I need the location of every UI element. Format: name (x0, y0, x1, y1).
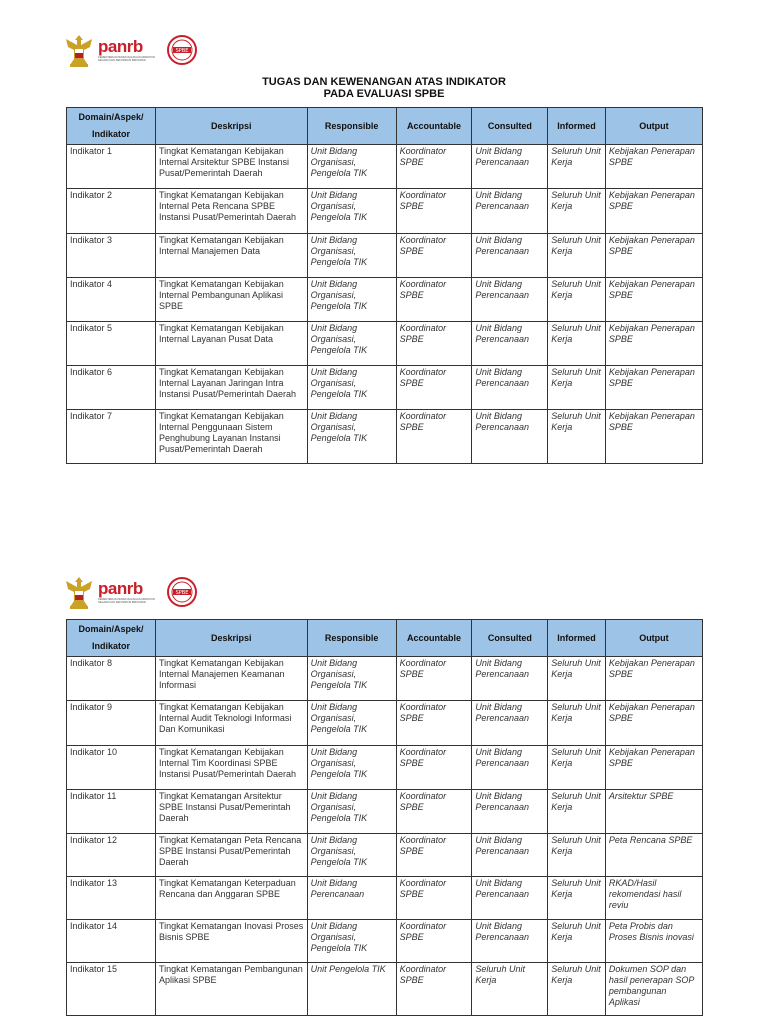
table-row (67, 278, 703, 322)
cell-output: Kebijakan Penerapan SPBE (605, 234, 702, 278)
cell-informed: Seluruh Unit Kerja (548, 278, 606, 322)
table-row (67, 920, 703, 963)
cell-output: RKAD/Hasil rekomendasi hasil reviu (605, 877, 702, 920)
table-row (67, 877, 703, 920)
cell-indikator: Indikator 5 (67, 322, 156, 366)
cell-responsible: Unit Bidang Organisasi, Pengelola TIK (307, 701, 396, 746)
cell-output: Kebijakan Penerapan SPBE (605, 278, 702, 322)
panrb-brand (98, 38, 158, 62)
cell-output: Kebijakan Penerapan SPBE (605, 657, 702, 701)
cell-deskripsi: Tingkat Kematangan Arsitektur SPBE Instansi Pusat/Pemerintah Daerah (155, 790, 307, 834)
cell-informed: Seluruh Unit Kerja (548, 322, 606, 366)
raci-table-2 (66, 619, 703, 1016)
table-header-row (67, 620, 703, 657)
cell-output: Dokumen SOP dan hasil penerapan SOP pembangunan Aplikasi (605, 963, 702, 1016)
cell-accountable: Koordinator SPBE (396, 746, 472, 790)
header-consulted: Consulted (472, 620, 548, 657)
cell-indikator: Indikator 6 (67, 366, 156, 410)
cell-responsible: Unit Bidang Organisasi, Pengelola TIK (307, 145, 396, 189)
cell-indikator: Indikator 2 (67, 189, 156, 234)
spbe-logo-text: SPBE (175, 48, 189, 54)
table-row (67, 410, 703, 464)
spbe-logo-icon (166, 34, 198, 66)
cell-consulted: Unit Bidang Perencanaan (472, 322, 548, 366)
brand-name: panrb (98, 578, 143, 598)
header-responsible: Responsible (307, 108, 396, 145)
cell-indikator: Indikator 8 (67, 657, 156, 701)
cell-deskripsi: Tingkat Kematangan Peta Rencana SPBE Instansi Pusat/Pemerintah Daerah (155, 834, 307, 877)
cell-responsible: Unit Bidang Organisasi, Pengelola TIK (307, 322, 396, 366)
cell-informed: Seluruh Unit Kerja (548, 790, 606, 834)
brand-subtitle: KEMENTERIAN PENDAYAGUNAAN APARATUR NEGARA DAN REFORMASI BIROKRASI (98, 55, 155, 62)
cell-responsible: Unit Bidang Organisasi, Pengelola TIK (307, 920, 396, 963)
header-output: Output (605, 108, 702, 145)
cell-accountable: Koordinator SPBE (396, 877, 472, 920)
table-row (67, 746, 703, 790)
cell-accountable: Koordinator SPBE (396, 701, 472, 746)
header-output: Output (605, 620, 702, 657)
table-row (67, 322, 703, 366)
cell-accountable: Koordinator SPBE (396, 920, 472, 963)
header-domain: Domain/Aspek/ Indikator (67, 620, 156, 657)
cell-indikator: Indikator 12 (67, 834, 156, 877)
cell-accountable: Koordinator SPBE (396, 278, 472, 322)
cell-accountable: Koordinator SPBE (396, 366, 472, 410)
table-row (67, 790, 703, 834)
cell-output: Kebijakan Penerapan SPBE (605, 189, 702, 234)
cell-output: Kebijakan Penerapan SPBE (605, 410, 702, 464)
cell-deskripsi: Tingkat Kematangan Kebijakan Internal Tim Koordinasi SPBE Instansi Pusat/Pemerintah Daerah (155, 746, 307, 790)
cell-consulted: Unit Bidang Perencanaan (472, 920, 548, 963)
cell-informed: Seluruh Unit Kerja (548, 834, 606, 877)
cell-informed: Seluruh Unit Kerja (548, 701, 606, 746)
table-row (67, 701, 703, 746)
cell-accountable: Koordinator SPBE (396, 189, 472, 234)
header-accountable: Accountable (396, 108, 472, 145)
cell-consulted: Unit Bidang Perencanaan (472, 278, 548, 322)
cell-deskripsi: Tingkat Kematangan Kebijakan Internal Layanan Pusat Data (155, 322, 307, 366)
cell-informed: Seluruh Unit Kerja (548, 189, 606, 234)
cell-output: Peta Rencana SPBE (605, 834, 702, 877)
cell-informed: Seluruh Unit Kerja (548, 410, 606, 464)
cell-indikator: Indikator 14 (67, 920, 156, 963)
cell-output: Arsitektur SPBE (605, 790, 702, 834)
cell-indikator: Indikator 9 (67, 701, 156, 746)
header-domain: Domain/Aspek/ Indikator (67, 108, 156, 145)
cell-indikator: Indikator 10 (67, 746, 156, 790)
cell-indikator: Indikator 1 (67, 145, 156, 189)
cell-deskripsi: Tingkat Kematangan Keterpaduan Rencana dan Anggaran SPBE (155, 877, 307, 920)
cell-consulted: Unit Bidang Perencanaan (472, 145, 548, 189)
cell-accountable: Koordinator SPBE (396, 234, 472, 278)
cell-output: Kebijakan Penerapan SPBE (605, 366, 702, 410)
spbe-logo-text: SPBE (175, 590, 189, 596)
cell-consulted: Unit Bidang Perencanaan (472, 657, 548, 701)
cell-informed: Seluruh Unit Kerja (548, 234, 606, 278)
document-title (0, 76, 768, 100)
table-header-row (67, 108, 703, 145)
cell-responsible: Unit Bidang Organisasi, Pengelola TIK (307, 366, 396, 410)
cell-consulted: Unit Bidang Perencanaan (472, 234, 548, 278)
cell-indikator: Indikator 4 (67, 278, 156, 322)
cell-informed: Seluruh Unit Kerja (548, 657, 606, 701)
table-row (67, 657, 703, 701)
cell-deskripsi: Tingkat Kematangan Kebijakan Internal Manajemen Keamanan Informasi (155, 657, 307, 701)
cell-indikator: Indikator 11 (67, 790, 156, 834)
cell-output: Kebijakan Penerapan SPBE (605, 145, 702, 189)
cell-indikator: Indikator 3 (67, 234, 156, 278)
header-deskripsi: Deskripsi (155, 620, 307, 657)
cell-informed: Seluruh Unit Kerja (548, 920, 606, 963)
garuda-emblem-icon (64, 573, 94, 611)
cell-informed: Seluruh Unit Kerja (548, 746, 606, 790)
cell-deskripsi: Tingkat Kematangan Kebijakan Internal Layanan Jaringan Intra Instansi Pusat/Pemerintah Daerah (155, 366, 307, 410)
cell-consulted: Unit Bidang Perencanaan (472, 746, 548, 790)
cell-deskripsi: Tingkat Kematangan Kebijakan Internal Penggunaan Sistem Penghubung Layanan Instansi Pusat/Pemerintah Daerah (155, 410, 307, 464)
cell-deskripsi: Tingkat Kematangan Inovasi Proses Bisnis SPBE (155, 920, 307, 963)
header-responsible: Responsible (307, 620, 396, 657)
garuda-emblem-icon (64, 31, 94, 69)
cell-responsible: Unit Bidang Perencanaan (307, 877, 396, 920)
table-row (67, 234, 703, 278)
raci-table-1 (66, 107, 703, 464)
cell-responsible: Unit Bidang Organisasi, Pengelola TIK (307, 657, 396, 701)
header-informed: Informed (548, 620, 606, 657)
table-row (67, 189, 703, 234)
cell-consulted: Unit Bidang Perencanaan (472, 366, 548, 410)
cell-consulted: Unit Bidang Perencanaan (472, 834, 548, 877)
cell-informed: Seluruh Unit Kerja (548, 145, 606, 189)
cell-responsible: Unit Bidang Organisasi, Pengelola TIK (307, 834, 396, 877)
cell-accountable: Koordinator SPBE (396, 322, 472, 366)
header-deskripsi: Deskripsi (155, 108, 307, 145)
cell-accountable: Koordinator SPBE (396, 834, 472, 877)
table-row (67, 145, 703, 189)
brand-name: panrb (98, 36, 143, 56)
cell-informed: Seluruh Unit Kerja (548, 963, 606, 1016)
brand-subtitle: KEMENTERIAN PENDAYAGUNAAN APARATUR NEGARA DAN REFORMASI BIROKRASI (98, 597, 155, 604)
cell-informed: Seluruh Unit Kerja (548, 366, 606, 410)
cell-consulted: Unit Bidang Perencanaan (472, 410, 548, 464)
cell-consulted: Unit Bidang Perencanaan (472, 790, 548, 834)
cell-output: Kebijakan Penerapan SPBE (605, 746, 702, 790)
cell-indikator: Indikator 15 (67, 963, 156, 1016)
cell-responsible: Unit Bidang Organisasi, Pengelola TIK (307, 790, 396, 834)
cell-output: Peta Probis dan Proses Bisnis inovasi (605, 920, 702, 963)
header-consulted: Consulted (472, 108, 548, 145)
cell-deskripsi: Tingkat Kematangan Kebijakan Internal Peta Rencana SPBE Instansi Pusat/Pemerintah Daerah (155, 189, 307, 234)
cell-deskripsi: Tingkat Kematangan Kebijakan Internal Manajemen Data (155, 234, 307, 278)
cell-accountable: Koordinator SPBE (396, 410, 472, 464)
cell-responsible: Unit Bidang Organisasi, Pengelola TIK (307, 234, 396, 278)
cell-deskripsi: Tingkat Kematangan Kebijakan Internal Arsitektur SPBE Instansi Pusat/Pemerintah Daerah (155, 145, 307, 189)
table-row (67, 366, 703, 410)
cell-responsible: Unit Bidang Organisasi, Pengelola TIK (307, 278, 396, 322)
header-logos-2 (64, 572, 198, 612)
cell-accountable: Koordinator SPBE (396, 790, 472, 834)
header-logos-1 (64, 30, 198, 70)
header-accountable: Accountable (396, 620, 472, 657)
header-informed: Informed (548, 108, 606, 145)
title-line-2: PADA EVALUASI SPBE (323, 88, 445, 100)
cell-indikator: Indikator 7 (67, 410, 156, 464)
title-line-1: TUGAS DAN KEWENANGAN ATAS INDIKATOR (262, 76, 506, 88)
cell-deskripsi: Tingkat Kematangan Kebijakan Internal Pembangunan Aplikasi SPBE (155, 278, 307, 322)
table-row (67, 834, 703, 877)
cell-consulted: Unit Bidang Perencanaan (472, 877, 548, 920)
cell-accountable: Koordinator SPBE (396, 963, 472, 1016)
cell-informed: Seluruh Unit Kerja (548, 877, 606, 920)
cell-accountable: Koordinator SPBE (396, 145, 472, 189)
cell-responsible: Unit Pengelola TIK (307, 963, 396, 1016)
cell-consulted: Unit Bidang Perencanaan (472, 701, 548, 746)
cell-output: Kebijakan Penerapan SPBE (605, 322, 702, 366)
cell-consulted: Seluruh Unit Kerja (472, 963, 548, 1016)
panrb-brand (98, 580, 158, 604)
cell-consulted: Unit Bidang Perencanaan (472, 189, 548, 234)
cell-accountable: Koordinator SPBE (396, 657, 472, 701)
table-row (67, 963, 703, 1016)
cell-responsible: Unit Bidang Organisasi, Pengelola TIK (307, 410, 396, 464)
cell-responsible: Unit Bidang Organisasi, Pengelola TIK (307, 189, 396, 234)
cell-responsible: Unit Bidang Organisasi, Pengelola TIK (307, 746, 396, 790)
spbe-logo-icon (166, 576, 198, 608)
cell-output: Kebijakan Penerapan SPBE (605, 701, 702, 746)
cell-deskripsi: Tingkat Kematangan Pembangunan Aplikasi SPBE (155, 963, 307, 1016)
cell-deskripsi: Tingkat Kematangan Kebijakan Internal Audit Teknologi Informasi Dan Komunikasi (155, 701, 307, 746)
cell-indikator: Indikator 13 (67, 877, 156, 920)
